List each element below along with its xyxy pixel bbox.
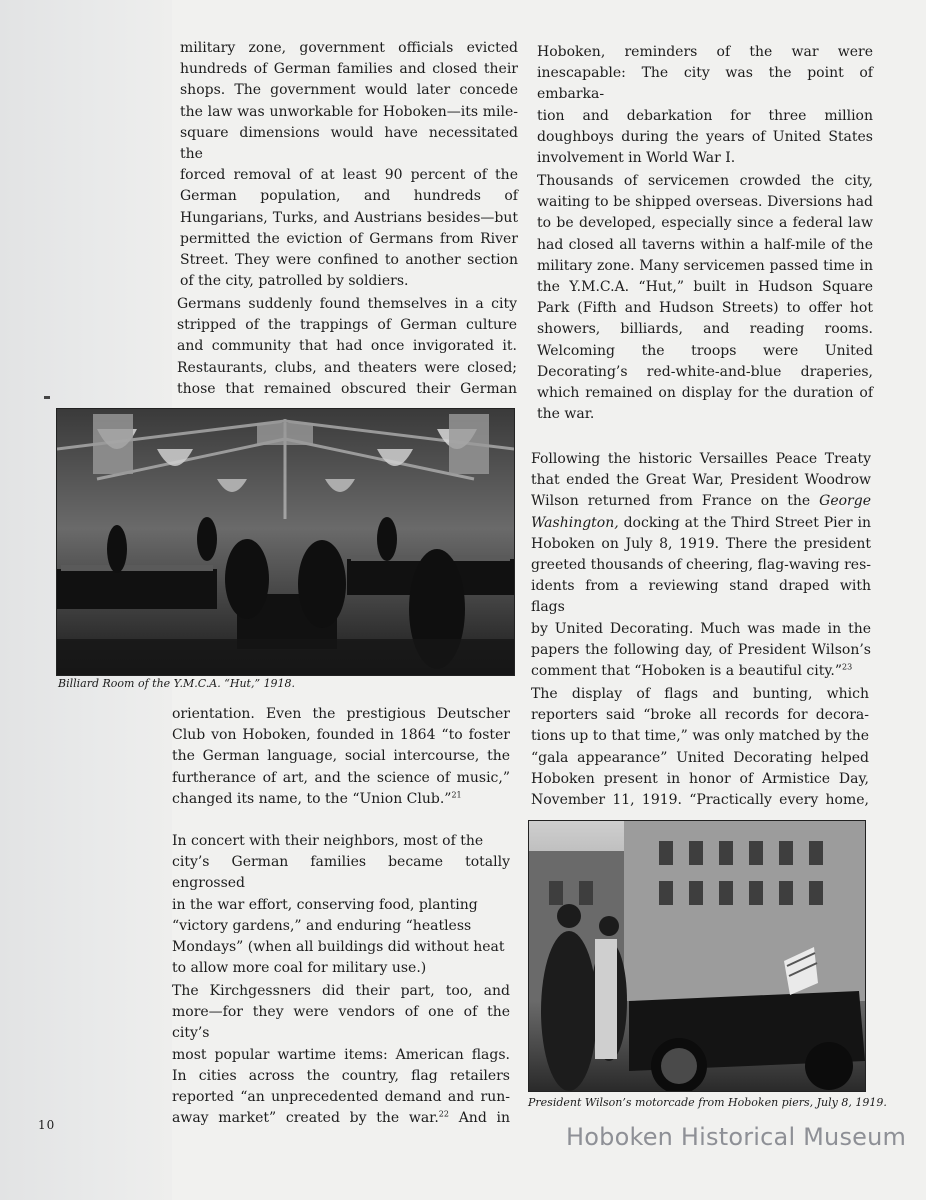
- text-line: Thousands of servicemen crowded the city,: [537, 173, 873, 189]
- text-line: tion and debarkation for three million: [537, 107, 873, 124]
- text-line: hundreds of German families and closed their: [180, 61, 518, 78]
- text-line: “victory gardens,” and enduring “heatless: [172, 917, 472, 934]
- text-line: which remained on display for the duration of: [537, 385, 873, 402]
- left-paragraph-2: [177, 294, 517, 400]
- text-line: Hoboken, reminders of the war were: [537, 44, 873, 60]
- text-line: square dimensions would have necessitated the: [180, 124, 518, 163]
- crop-mark: [44, 396, 50, 399]
- text-line: the law was unworkable for Hoboken—its mile-: [180, 103, 518, 120]
- right-paragraph-1: [537, 42, 873, 169]
- text-line: The Kirchgessners did their part, too, and: [172, 983, 510, 999]
- text-line: Welcoming the troops were United: [537, 342, 873, 359]
- text-line: In cities across the country, flag retailers: [172, 1067, 510, 1084]
- left-paragraph-3: [172, 704, 510, 810]
- text-line: military zone. Many servicemen passed time in: [537, 257, 873, 274]
- text-line: the Y.M.C.A. “Hut,” built in Hudson Square: [537, 279, 873, 296]
- text-line: doughboys during the years of United States: [537, 128, 873, 145]
- text-run: And in: [448, 1110, 510, 1127]
- text-line: reporters said “broke all records for decora-: [531, 707, 869, 724]
- text-line: to allow more coal for military use.): [172, 960, 427, 977]
- text-line: idents from a reviewing stand draped with flags: [531, 578, 871, 616]
- text-line: papers the following day, of President Wilson’s: [531, 641, 871, 658]
- ship-name: Washington,: [531, 514, 619, 531]
- text-line: [172, 789, 510, 810]
- museum-watermark: Hoboken Historical Museum: [566, 1123, 907, 1151]
- text-line: Hoboken present in honor of Armistice Day,: [531, 770, 869, 787]
- text-line: more—for they were vendors of one of the city’s: [172, 1004, 510, 1042]
- right-paragraph-4: [531, 684, 869, 811]
- text-line: Mondays” (when all buildings did without heat: [172, 939, 505, 956]
- text-line: Restaurants, clubs, and theaters were closed;: [177, 359, 517, 376]
- text-line: The display of flags and bunting, which: [531, 686, 869, 702]
- text-line: Decorating’s red-white-and-blue draperies,: [537, 363, 873, 380]
- left-paragraph-5: [172, 981, 510, 1129]
- text-line: showers, billiards, and reading rooms.: [537, 321, 873, 338]
- text-line: tions up to that time,” was only matched by the: [531, 728, 869, 745]
- text-line: in the war effort, conserving food, planting: [172, 896, 478, 913]
- text-line: Following the historic Versailles Peace Treaty: [531, 451, 871, 467]
- text-line: [172, 1108, 510, 1129]
- text-line: In concert with their neighbors, most of the: [172, 833, 484, 849]
- text-line: most popular wartime items: American flags.: [172, 1046, 510, 1063]
- text-run: changed its name, to the “Union Club.”: [172, 790, 452, 807]
- text-line: by United Decorating. Much was made in the: [531, 620, 871, 637]
- left-paragraph-4: [172, 831, 510, 979]
- text-line: to be developed, especially since a federal law: [537, 215, 873, 232]
- text-line: Street. They were confined to another section: [180, 252, 518, 269]
- text-line: German population, and hundreds of: [180, 188, 518, 205]
- text-line: forced removal of at least 90 percent of the: [180, 167, 518, 184]
- text-line: waiting to be shipped overseas. Diversions had: [537, 194, 873, 211]
- text-line: November 11, 1919. “Practically every home,: [531, 792, 869, 809]
- text-line: those that remained obscured their German: [177, 380, 517, 397]
- right-paragraph-3: [531, 449, 871, 682]
- text-line: [531, 491, 871, 512]
- footnote-marker: 23: [842, 662, 853, 672]
- motorcade-photo: [528, 820, 866, 1092]
- text-line: greeted thousands of cheering, flag-waving res-: [531, 557, 871, 574]
- text-line: stripped of the trappings of German culture: [177, 317, 517, 334]
- text-line: Germans suddenly found themselves in a city: [177, 296, 517, 312]
- text-line: [531, 661, 871, 682]
- text-line: of the city, patrolled by soldiers.: [180, 273, 409, 290]
- text-line: shops. The government would later concede: [180, 82, 518, 99]
- motorcade-caption: President Wilson’s motorcade from Hoboken piers, July 8, 1919.: [528, 1096, 887, 1109]
- text-line: military zone, government officials evicted: [180, 40, 518, 56]
- footnote-marker: 21: [451, 790, 462, 800]
- left-paragraph-1: [180, 38, 518, 292]
- text-line: furtherance of art, and the science of music,”: [172, 769, 510, 786]
- right-paragraph-2: [537, 171, 873, 425]
- footnote-marker: 22: [438, 1109, 449, 1119]
- text-line: Hoboken on July 8, 1919. There the president: [531, 535, 871, 552]
- text-line: city’s German families became totally engrossed: [172, 854, 510, 892]
- text-run: comment that “Hoboken is a beautiful city.”: [531, 663, 843, 680]
- text-run: docking at the Third Street Pier in: [618, 514, 871, 531]
- text-line: that ended the Great War, President Woodrow: [531, 472, 871, 489]
- text-line: had closed all taverns within a half-mile of the: [537, 236, 873, 253]
- text-line: reported “an unprecedented demand and run-: [172, 1089, 510, 1106]
- text-run: away market” created by the war.: [172, 1110, 439, 1127]
- billiard-room-photo: [56, 408, 515, 676]
- text-line: Park (Fifth and Hudson Streets) to offer hot: [537, 300, 873, 317]
- text-line: orientation. Even the prestigious Deutscher: [172, 706, 510, 722]
- text-line: inescapable: The city was the point of embarka-: [537, 65, 873, 103]
- ship-name: George: [819, 493, 871, 510]
- text-line: Club von Hoboken, founded in 1864 “to foster: [172, 727, 510, 744]
- text-line: Hungarians, Turks, and Austrians besides—but: [180, 209, 518, 226]
- text-line: “gala appearance” United Decorating helped: [531, 749, 869, 766]
- text-run: Wilson returned from France on the: [531, 493, 820, 510]
- text-line: the war.: [537, 406, 595, 423]
- text-line: involvement in World War I.: [537, 150, 736, 167]
- text-line: permitted the eviction of Germans from River: [180, 230, 518, 247]
- page-number: 10: [38, 1118, 56, 1132]
- text-line: and community that had once invigorated it.: [177, 338, 517, 355]
- text-line: [531, 513, 871, 534]
- text-line: the German language, social intercourse, the: [172, 748, 510, 765]
- billiard-room-caption: Billiard Room of the Y.M.C.A. “Hut,” 1918.: [58, 677, 296, 690]
